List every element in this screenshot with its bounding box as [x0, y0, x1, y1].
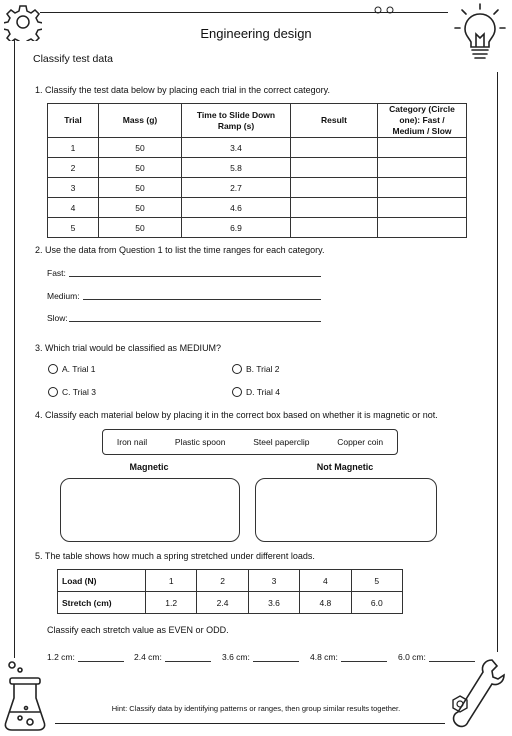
option-a-label: A. Trial 1: [62, 364, 96, 374]
radio-circle-icon: [232, 364, 242, 374]
load-label: Load (N): [58, 570, 146, 592]
cell-time: 6.9: [182, 218, 291, 238]
magnetic-box[interactable]: [60, 478, 240, 542]
radio-circle-icon: [232, 387, 242, 397]
blank-line[interactable]: [253, 661, 299, 662]
cell-trial: 4: [48, 198, 99, 218]
stretch-row: [58, 592, 403, 614]
cell-result[interactable]: [291, 198, 378, 218]
cell-time: 2.7: [182, 178, 291, 198]
q5-prompt: 5. The table shows how much a spring stretched under different loads.: [35, 551, 315, 561]
cell-result[interactable]: [291, 218, 378, 238]
q2-prompt: 2. Use the data from Question 1 to list the time ranges for each category.: [35, 245, 325, 255]
page-title: Engineering design: [200, 26, 312, 41]
table-row: [48, 158, 467, 178]
load-cell: 3: [248, 570, 299, 592]
load-cell: 4: [300, 570, 351, 592]
table-row: [48, 198, 467, 218]
th-result: Result: [291, 104, 378, 138]
option-b[interactable]: [232, 364, 280, 374]
th-time: Time to Slide Down Ramp (s): [182, 104, 291, 138]
q5-instruction: Classify each stretch value as EVEN or ODD.: [47, 625, 229, 635]
frame-bottom: [55, 723, 445, 724]
flask-icon: [2, 660, 58, 732]
blank-label: 6.0 cm:: [398, 652, 426, 662]
load-cell: 1: [146, 570, 197, 592]
cell-trial: 3: [48, 178, 99, 198]
cell-category[interactable]: [378, 138, 467, 158]
not-magnetic-heading: Not Magnetic: [316, 462, 374, 472]
trial-table: [47, 103, 467, 238]
cell-category[interactable]: [378, 218, 467, 238]
stretch-cell: 4.8: [300, 592, 351, 614]
wrench-icon: [448, 656, 508, 732]
q1-prompt: 1. Classify the test data below by placing each trial in the correct category.: [35, 85, 330, 95]
q4-prompt: 4. Classify each material below by placing it in the correct box based on whether it is magnetic or not.: [35, 410, 438, 420]
cell-result[interactable]: [291, 158, 378, 178]
dots-decoration: [372, 4, 412, 16]
th-category: Category (Circle one): Fast / Medium / Slow: [378, 104, 467, 138]
medium-answer-line[interactable]: [83, 299, 321, 300]
table-row: [48, 138, 467, 158]
hint-text: Hint: Classify data by identifying patterns or ranges, then group similar results together.: [111, 704, 401, 713]
stretch-cell: 3.6: [248, 592, 299, 614]
load-cell: 5: [351, 570, 402, 592]
blank-label: 4.8 cm:: [310, 652, 338, 662]
material-item[interactable]: Copper coin: [337, 437, 384, 447]
blank-line[interactable]: [165, 661, 211, 662]
cell-time: 5.8: [182, 158, 291, 178]
option-c[interactable]: [48, 387, 96, 397]
cell-mass: 50: [99, 158, 182, 178]
cell-mass: 50: [99, 178, 182, 198]
cell-time: 4.6: [182, 198, 291, 218]
stretch-cell: 1.2: [146, 592, 197, 614]
stretch-cell: 2.4: [197, 592, 248, 614]
th-mass: Mass (g): [99, 104, 182, 138]
blank-label: 1.2 cm:: [47, 652, 75, 662]
radio-circle-icon: [48, 387, 58, 397]
blank-line[interactable]: [78, 661, 124, 662]
radio-circle-icon: [48, 364, 58, 374]
load-row: [58, 570, 403, 592]
blank-label: 3.6 cm:: [222, 652, 250, 662]
blank-line[interactable]: [429, 661, 475, 662]
cell-mass: 50: [99, 218, 182, 238]
blank-line[interactable]: [341, 661, 387, 662]
blank-label: 2.4 cm:: [134, 652, 162, 662]
frame-left: [14, 40, 15, 658]
option-c-label: C. Trial 3: [62, 387, 97, 397]
option-b-label: B. Trial 2: [246, 364, 280, 374]
stretch-label: Stretch (cm): [58, 592, 146, 614]
th-trial: Trial: [48, 104, 99, 138]
cell-trial: 2: [48, 158, 99, 178]
material-item[interactable]: Steel paperclip: [253, 437, 310, 447]
load-cell: 2: [197, 570, 248, 592]
q3-prompt: 3. Which trial would be classified as MEDIUM?: [35, 343, 222, 353]
cell-mass: 50: [99, 198, 182, 218]
fast-label: Fast:: [47, 268, 66, 278]
cell-result[interactable]: [291, 138, 378, 158]
table-row: [48, 178, 467, 198]
material-item[interactable]: Plastic spoon: [174, 437, 226, 447]
option-d-label: D. Trial 4: [246, 387, 281, 397]
cell-result[interactable]: [291, 178, 378, 198]
cell-trial: 5: [48, 218, 99, 238]
option-a[interactable]: [48, 364, 96, 374]
option-d[interactable]: [232, 387, 280, 397]
slow-label: Slow:: [47, 313, 68, 323]
frame-right: [497, 72, 498, 652]
trial-table-header: [48, 104, 467, 138]
cell-mass: 50: [99, 138, 182, 158]
cell-time: 3.4: [182, 138, 291, 158]
material-item[interactable]: Iron nail: [116, 437, 148, 447]
cell-trial: 1: [48, 138, 99, 158]
magnetic-heading: Magnetic: [129, 462, 169, 472]
word-bank: [102, 429, 398, 455]
spring-table: [57, 569, 403, 614]
table-row: [48, 218, 467, 238]
medium-label: Medium:: [47, 291, 80, 301]
cell-category[interactable]: [378, 178, 467, 198]
cell-category[interactable]: [378, 198, 467, 218]
stretch-cell: 6.0: [351, 592, 402, 614]
page-subtitle: Classify test data: [33, 53, 113, 65]
cell-category[interactable]: [378, 158, 467, 178]
slow-answer-line[interactable]: [69, 321, 321, 322]
not-magnetic-box[interactable]: [255, 478, 437, 542]
fast-answer-line[interactable]: [69, 276, 321, 277]
